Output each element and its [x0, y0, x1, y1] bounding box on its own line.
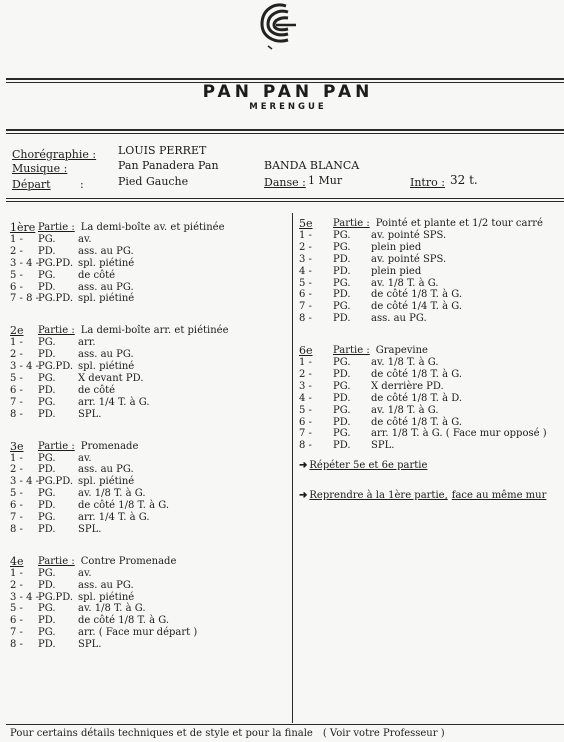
- part-label: Partie :: [38, 440, 75, 452]
- music-value: Pan Panadera Pan: [118, 159, 219, 172]
- step-count: 8 -: [10, 408, 23, 420]
- step-description: ass. au PG.: [78, 349, 134, 361]
- arrow-right-icon: ➜: [299, 490, 308, 502]
- step-foot: PG.PD.: [38, 591, 74, 603]
- step-count: 8 -: [10, 523, 23, 535]
- artist-value: BANDA BLANCA: [264, 159, 360, 172]
- step-description: av. 1/8 T. à G.: [371, 357, 439, 369]
- step-description: arr. 1/4 T. à G.: [78, 396, 150, 408]
- step-row: [10, 464, 290, 476]
- step-row: [299, 405, 561, 417]
- step-description: av.: [78, 452, 92, 464]
- dance-title: PAN PAN PAN: [202, 82, 374, 102]
- step-count: 4 -: [299, 265, 312, 277]
- step-row: [299, 428, 561, 440]
- step-description: av.: [78, 567, 92, 579]
- step-foot: PG.: [38, 627, 56, 639]
- step-count: 5 -: [10, 269, 23, 281]
- step-row: [10, 568, 290, 580]
- step-count: 1 -: [299, 230, 312, 241]
- info-bottom-line: [6, 198, 564, 199]
- step-description: arr.: [78, 337, 96, 349]
- part-title-wrap: [38, 556, 176, 568]
- step-row: [10, 270, 290, 282]
- intro-label: Intro :: [410, 176, 445, 189]
- part-number: 1ère: [10, 221, 36, 235]
- step-foot: PG.: [38, 396, 56, 408]
- music-label: Musique :: [12, 162, 68, 175]
- step-row: [10, 349, 290, 361]
- step-count: 1 -: [10, 337, 23, 349]
- step-description: arr. 1/8 T. à G. ( Face mur opposé ): [371, 428, 547, 440]
- part-label: Partie :: [38, 222, 75, 234]
- step-description: de côté 1/8 T. à G.: [371, 289, 463, 301]
- step-description: X derrière PD.: [371, 380, 444, 392]
- step-foot: PG.: [333, 357, 351, 369]
- part-number: 4e: [10, 554, 24, 568]
- step-foot: PD.: [38, 384, 56, 396]
- part-number: 6e: [299, 344, 313, 358]
- step-foot: PD.: [333, 392, 351, 404]
- step-count: 8 -: [10, 639, 23, 651]
- part-label: Partie :: [38, 555, 75, 567]
- step-row: [10, 282, 290, 294]
- right-column: [299, 216, 561, 504]
- step-count: 6 -: [299, 416, 312, 428]
- step-description: SPL.: [78, 408, 102, 420]
- step-foot: PD.: [38, 464, 56, 476]
- part-spacer: [299, 325, 561, 343]
- step-row: [10, 592, 290, 604]
- step-foot: PG.: [38, 488, 56, 500]
- step-row: [299, 313, 561, 325]
- step-description: SPL.: [78, 639, 102, 651]
- step-count: 7 - 8 -: [10, 293, 40, 305]
- step-description: av. pointé SPS.: [371, 253, 447, 265]
- header-bottom-line: [6, 129, 564, 131]
- step-foot: PG.: [38, 234, 56, 245]
- step-description: av. 1/8 T. à G.: [78, 603, 146, 615]
- part-spacer: [10, 536, 290, 554]
- step-row: [10, 361, 290, 373]
- step-count: 2 -: [10, 349, 23, 361]
- step-foot: PG.: [333, 241, 351, 253]
- part-label: Partie :: [38, 325, 75, 337]
- step-foot: PG.: [333, 380, 351, 392]
- step-description: av. 1/8 T. à G.: [78, 488, 146, 500]
- part-title-wrap: [38, 222, 225, 234]
- dance-walls-value: 1 Mur: [308, 174, 343, 187]
- part-title: Pointé et plante et 1/2 tour carré: [375, 218, 543, 230]
- step-description: arr. ( Face mur départ ): [78, 627, 198, 639]
- step-row: [10, 512, 290, 524]
- step-foot: PD.: [333, 313, 351, 325]
- step-count: 6 -: [10, 500, 23, 512]
- choreographer-label: Chorégraphie :: [12, 148, 97, 161]
- step-row: [299, 289, 561, 301]
- footer-note: ( Voir votre Professeur ): [322, 728, 445, 739]
- repeat-note: [299, 460, 561, 474]
- step-row: [299, 266, 561, 278]
- step-count: 6 -: [10, 615, 23, 627]
- column-divider: [292, 213, 293, 723]
- step-count: 2 -: [299, 241, 312, 253]
- part-title: La demi-boîte av. et piétinée: [80, 222, 225, 234]
- step-count: 1 -: [10, 567, 23, 579]
- step-row: [10, 293, 290, 305]
- step-foot: PD.: [333, 369, 351, 381]
- step-row: [10, 385, 290, 397]
- step-count: 4 -: [299, 392, 312, 404]
- arrow-right-icon: ➜: [299, 460, 308, 472]
- step-foot: PD.: [38, 579, 56, 591]
- restart-note: [299, 490, 561, 504]
- step-description: av. 1/8 T. à G.: [371, 404, 439, 416]
- step-count: 2 -: [10, 579, 23, 591]
- step-foot: PG.PD.: [38, 476, 74, 488]
- step-description: ass. au PG.: [78, 281, 134, 293]
- step-description: arr. 1/4 T. à G.: [78, 512, 150, 524]
- step-row: [299, 301, 561, 313]
- step-foot: PG.: [38, 567, 56, 579]
- step-row: [10, 409, 290, 421]
- step-count: 7 -: [299, 301, 312, 313]
- step-count: 3 - 4 -: [10, 257, 40, 269]
- step-description: av.: [78, 234, 92, 245]
- step-foot: PG.PD.: [38, 293, 74, 305]
- step-count: 1 -: [10, 452, 23, 464]
- step-description: spl. piétiné: [78, 257, 135, 269]
- dance-walls-label: Danse :: [264, 176, 306, 189]
- start-colon: :: [80, 178, 84, 191]
- part-number: 2e: [10, 324, 24, 338]
- step-description: ass. au PG.: [78, 464, 134, 476]
- step-count: 2 -: [10, 464, 23, 476]
- step-description: de côté: [78, 384, 116, 396]
- step-foot: PD.: [38, 639, 56, 651]
- part-title: La demi-boîte arr. et piétinée: [80, 325, 229, 337]
- step-count: 2 -: [299, 369, 312, 381]
- step-foot: PD.: [38, 523, 56, 535]
- step-row: [299, 278, 561, 290]
- step-count: 6 -: [299, 289, 312, 301]
- step-row: [299, 230, 561, 242]
- step-count: 3 -: [299, 253, 312, 265]
- header-bottom-line-thin: [6, 133, 564, 134]
- step-count: 6 -: [10, 281, 23, 293]
- step-foot: PG.: [333, 428, 351, 440]
- step-foot: PG.: [333, 277, 351, 289]
- step-row: [10, 615, 290, 627]
- step-count: 5 -: [299, 404, 312, 416]
- step-row: [10, 337, 290, 349]
- step-foot: PD.: [333, 265, 351, 277]
- step-foot: PD.: [38, 408, 56, 420]
- part-heading: [10, 439, 290, 453]
- step-description: ass. au PG.: [371, 313, 427, 325]
- part-title: Grapevine: [375, 345, 428, 357]
- step-description: SPL.: [371, 440, 395, 452]
- step-count: 1 -: [10, 234, 23, 245]
- step-description: de côté 1/8 T. à D.: [371, 392, 463, 404]
- step-foot: PG.: [38, 452, 56, 464]
- step-row: [10, 397, 290, 409]
- step-foot: PD.: [333, 440, 351, 452]
- header-top-line: [6, 78, 564, 80]
- step-row: [10, 246, 290, 258]
- left-column: [10, 220, 290, 651]
- step-foot: PG.PD.: [38, 257, 74, 269]
- step-foot: PD.: [38, 349, 56, 361]
- step-foot: PD.: [333, 289, 351, 301]
- step-row: [299, 254, 561, 266]
- step-count: 3 -: [299, 380, 312, 392]
- step-foot: PG.PD.: [38, 361, 74, 373]
- part-title-wrap: [38, 325, 229, 337]
- restart-note-text: Reprendre à la 1ère partie,: [309, 490, 448, 502]
- part-heading: [10, 220, 290, 234]
- repeat-note-text: Répéter 5e et 6e partie: [309, 460, 428, 472]
- step-description: spl. piétiné: [78, 361, 135, 373]
- step-count: 1 -: [299, 357, 312, 369]
- step-foot: PD.: [38, 245, 56, 257]
- step-row: [10, 373, 290, 385]
- start-label: Départ: [12, 178, 51, 191]
- part-heading: [299, 343, 561, 357]
- step-count: 3 - 4 -: [10, 476, 40, 488]
- step-row: [299, 440, 561, 452]
- part-title: Contre Promenade: [80, 555, 177, 567]
- step-description: de côté 1/4 T. à G.: [371, 301, 463, 313]
- step-foot: PG.: [333, 301, 351, 313]
- step-description: de côté 1/8 T. à G.: [371, 416, 463, 428]
- start-value: Pied Gauche: [118, 175, 189, 188]
- step-row: [299, 417, 561, 429]
- part-title-wrap: [333, 345, 428, 357]
- part-title: Promenade: [80, 440, 139, 452]
- step-description: ass. au PG.: [78, 579, 134, 591]
- step-count: 5 -: [10, 488, 23, 500]
- step-foot: PD.: [333, 253, 351, 265]
- step-row: [10, 258, 290, 270]
- step-description: spl. piétiné: [78, 591, 135, 603]
- part-label: Partie :: [333, 218, 370, 230]
- step-foot: PG.: [38, 373, 56, 385]
- step-description: plein pied: [371, 265, 422, 277]
- step-count: 5 -: [10, 603, 23, 615]
- step-count: 5 -: [10, 373, 23, 385]
- step-description: de côté 1/8 T. à G.: [78, 500, 170, 512]
- step-foot: PD.: [38, 500, 56, 512]
- step-description: de côté 1/8 T. à G.: [78, 615, 170, 627]
- step-foot: PD.: [38, 615, 56, 627]
- step-row: [299, 242, 561, 254]
- step-foot: PG.: [38, 512, 56, 524]
- step-count: 7 -: [10, 627, 23, 639]
- step-description: plein pied: [371, 241, 422, 253]
- step-count: 3 - 4 -: [10, 361, 40, 373]
- step-count: 2 -: [10, 245, 23, 257]
- part-heading: [10, 554, 290, 568]
- step-description: de côté 1/8 T. à G.: [371, 369, 463, 381]
- step-row: [299, 381, 561, 393]
- step-row: [10, 603, 290, 615]
- step-foot: PG.: [38, 269, 56, 281]
- step-row: [10, 580, 290, 592]
- step-count: 7 -: [299, 428, 312, 440]
- step-foot: PG.: [38, 337, 56, 349]
- step-foot: PG.: [38, 603, 56, 615]
- part-heading: [10, 323, 290, 337]
- intro-value: 32 t.: [450, 173, 478, 187]
- step-count: 8 -: [299, 440, 312, 452]
- step-count: 8 -: [299, 313, 312, 325]
- step-count: 3 - 4 -: [10, 591, 40, 603]
- step-row: [10, 500, 290, 512]
- restart-note-suffix: face au même mur: [451, 490, 547, 502]
- step-description: spl. piétiné: [78, 293, 135, 305]
- step-count: 7 -: [10, 396, 23, 408]
- club-logo-icon: [256, 0, 300, 52]
- step-row: [10, 627, 290, 639]
- step-description: de côté: [78, 269, 116, 281]
- step-row: [10, 476, 290, 488]
- info-bottom-line-thin: [6, 201, 564, 202]
- choreographer-value: LOUIS PERRET: [118, 144, 207, 157]
- step-count: 6 -: [10, 384, 23, 396]
- step-description: X devant PD.: [78, 373, 144, 385]
- step-row: [299, 369, 561, 381]
- step-count: 5 -: [299, 277, 312, 289]
- step-row: [299, 357, 561, 369]
- step-description: SPL.: [78, 523, 102, 535]
- footer-line: [6, 724, 564, 725]
- part-number: 5e: [299, 217, 313, 231]
- step-row: [299, 393, 561, 405]
- step-foot: PD.: [38, 281, 56, 293]
- step-foot: PG.: [333, 404, 351, 416]
- part-title-wrap: [333, 218, 543, 230]
- step-description: av. 1/8 T. à G.: [371, 277, 439, 289]
- step-row: [10, 524, 290, 536]
- step-description: spl. piétiné: [78, 476, 135, 488]
- dance-style: MERENGUE: [249, 102, 327, 112]
- footer-text: Pour certains détails techniques et de style et pour la finale: [10, 728, 313, 739]
- step-foot: PG.: [333, 230, 351, 241]
- part-title-wrap: [38, 441, 138, 453]
- part-heading: [299, 216, 561, 230]
- part-spacer: [10, 421, 290, 439]
- step-description: av. pointé SPS.: [371, 230, 447, 241]
- footer: [10, 728, 445, 739]
- part-number: 3e: [10, 439, 24, 453]
- step-row: [10, 453, 290, 465]
- step-row: [10, 639, 290, 651]
- part-spacer: [10, 305, 290, 323]
- step-row: [10, 234, 290, 246]
- step-foot: PD.: [333, 416, 351, 428]
- step-count: 7 -: [10, 512, 23, 524]
- part-label: Partie :: [333, 345, 370, 357]
- step-description: ass. au PG.: [78, 245, 134, 257]
- step-row: [10, 488, 290, 500]
